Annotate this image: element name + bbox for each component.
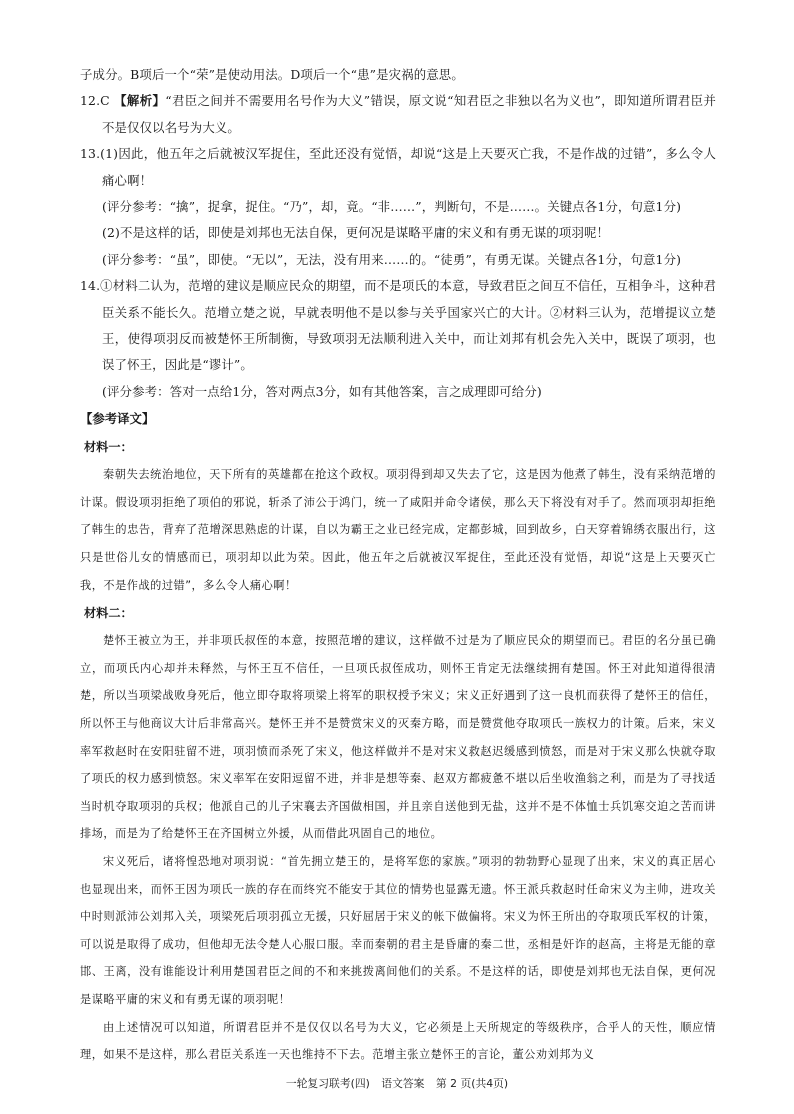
answer-13-1: 13.(1)因此，他五年之后就被汉军捉住，至此还没有觉悟，却说“这是上天要灭亡我，不是作战的过错”，多么令人痛心啊！ xyxy=(80,146,716,188)
answer-14: 14.①材料二认为，范增的建议是顺应民众的期望，而不是项氏的本意，导致君臣之间互不信任，互相争斗，这种君臣关系不能长久。范增立楚之说，早就表明他不是以参与关乎国家兴亡的大计。②材料三认为，范增提议立楚王，使得项羽反而被楚怀王所制衡，导致项羽无法顺利进入关中，而让刘邦有机会先入关中，既误了项羽，也误了怀王，因此是“谬计”。 xyxy=(80,278,716,373)
answer-12 xyxy=(80,88,716,141)
footer-subject: 语文答案 xyxy=(381,1077,425,1090)
footer-exam: 一轮复习联考(四) xyxy=(285,1077,370,1090)
answer-13-2-score: (评分参考：“虽”，即使。“无以”，无法，没有用来……的。“徒勇”，有勇无谋。关键点各1分，句意1分) xyxy=(102,251,682,267)
material-2-paragraph-3: 由上述情况可以知道，所谓君臣并不是仅仅以名号为大义，它必须是上天所规定的等级秩序，合乎人的天性，顺应情理，如果不是这样，那么君臣关系连一天也维持不下去。范增主张立楚怀王的言论，董公劝刘邦为义 xyxy=(80,1020,716,1062)
material-1-text: 秦朝失去统治地位，天下所有的英雄都在抢这个政权。项羽得到却又失去了它，这是因为他煮了韩生，没有采纳范增的计谋。假设项羽拒绝了项伯的邪说，斩杀了沛公于鸿门，统一了咸阳并命令诸侯，那么天下将没有对手了。然而项羽却拒绝了韩生的忠告，背弃了范增深思熟虑的计谋，自以为霸王之业已经完成，定都彭城，回到故乡，白天穿着锦绣衣服出行，这只是世俗儿女的情感而已，项羽却以此为荣。因此，他五年之后就被汉军捉住，至此还没有觉悟，却说“这是上天要灭亡我，不是作战的过错”，多么令人痛心啊！ xyxy=(80,468,716,592)
page-footer xyxy=(0,1076,794,1091)
material-2-title: 材料二： xyxy=(84,606,133,621)
material-2-paragraph-1: 楚怀王被立为王，并非项氏叔侄的本意，按照范增的建议，这样做不过是为了顺应民众的期望而已。君臣的名分虽已确立，而项氏内心却并未释然，与怀王互不信任，一旦项氏叔侄成功，则怀王肯定无法继续拥有楚国。怀王对此知道得很清楚，所以当项梁战败身死后，他立即夺取将项梁上将军的职权授予宋义；宋义正好遇到了这一良机而获得了楚怀王的信任，所以怀王与他商议大计后非常高兴。楚怀王并不是赞赏宋义的灭秦方略，而是赞赏他夺取项氏一族权力的计策。后来，宋义率军救赵时在安阳驻留不进，项羽愤而杀死了宋义，他这样做并不是对宋义救赵迟缓感到愤怒，而是对于宋义那么快就夺取了项氏的权力感到愤怒。宋义率军在安阳逗留不进，并非是想等秦、赵双方都疲惫不堪以后坐收渔翁之利，而是为了寻找适当时机夺取项羽的兵权；他派自己的儿子宋襄去齐国做相国，并且亲自送他到无盐，这并不是不体恤士兵饥寒交迫之苦而讲排场，而是为了给楚怀王在齐国树立外援，从而借此巩固自己的地位。 xyxy=(80,634,716,841)
material-2-paragraph-2: 宋义死后，诸将惶恐地对项羽说：“首先拥立楚王的，是将军您的家族。”项羽的勃勃野心显现了出来，宋义的真正居心也显现出来，而怀王因为项氏一族的存在而终究不能安于其位的情势也显露无遗。怀王派兵救赵时任命宋义为主帅，进攻关中时则派沛公刘邦入关，项梁死后项羽孤立无援，只好屈居于宋义的帐下做偏将。宋义为怀王所出的夺取项氏军权的计策，可以说是取得了成功，但他却无法令楚人心服口服。幸而秦朝的君主是昏庸的秦二世，丞相是奸诈的赵高，主将是无能的章邯、王离，没有谁能设计利用楚国君臣之间的不和来挑拨离间他们的关系。不是这样的话，即使是刘邦也无法自保，更何况是谋略平庸的宋义和有勇无谋的项羽呢！ xyxy=(80,855,716,1006)
translation-heading: 【参考译文】 xyxy=(80,411,155,427)
answer-line-top: 子成分。B项后一个“荣”是使动用法。D项后一个“患”是灾祸的意思。 xyxy=(80,67,464,82)
answer-14-score: (评分参考：答对一点给1分，答对两点3分，如有其他答案，言之成理即可给分) xyxy=(102,383,542,399)
answer-13-1-score: (评分参考：“擒”，捉拿，捉住。“乃”，却，竟。“非……”，判断句，不是……。关键点各1分，句意1分) xyxy=(102,199,682,215)
answer-12-text: “君臣之间并不需要用名号作为大义”错误，原文说“知君臣之非独以名为义也”，即知道所谓君臣并不是仅仅以名号为大义。 xyxy=(102,93,717,135)
answer-12-number: 12.C xyxy=(80,93,110,109)
analysis-tag: 【解析】 xyxy=(114,93,166,109)
footer-page-number: 第 2 页(共4页) xyxy=(435,1077,509,1090)
answer-13-2: (2)不是这样的话，即使是刘邦也无法自保，更何况是谋略平庸的宋义和有勇无谋的项羽呢！ xyxy=(102,225,610,241)
material-1-title: 材料一： xyxy=(84,440,133,455)
